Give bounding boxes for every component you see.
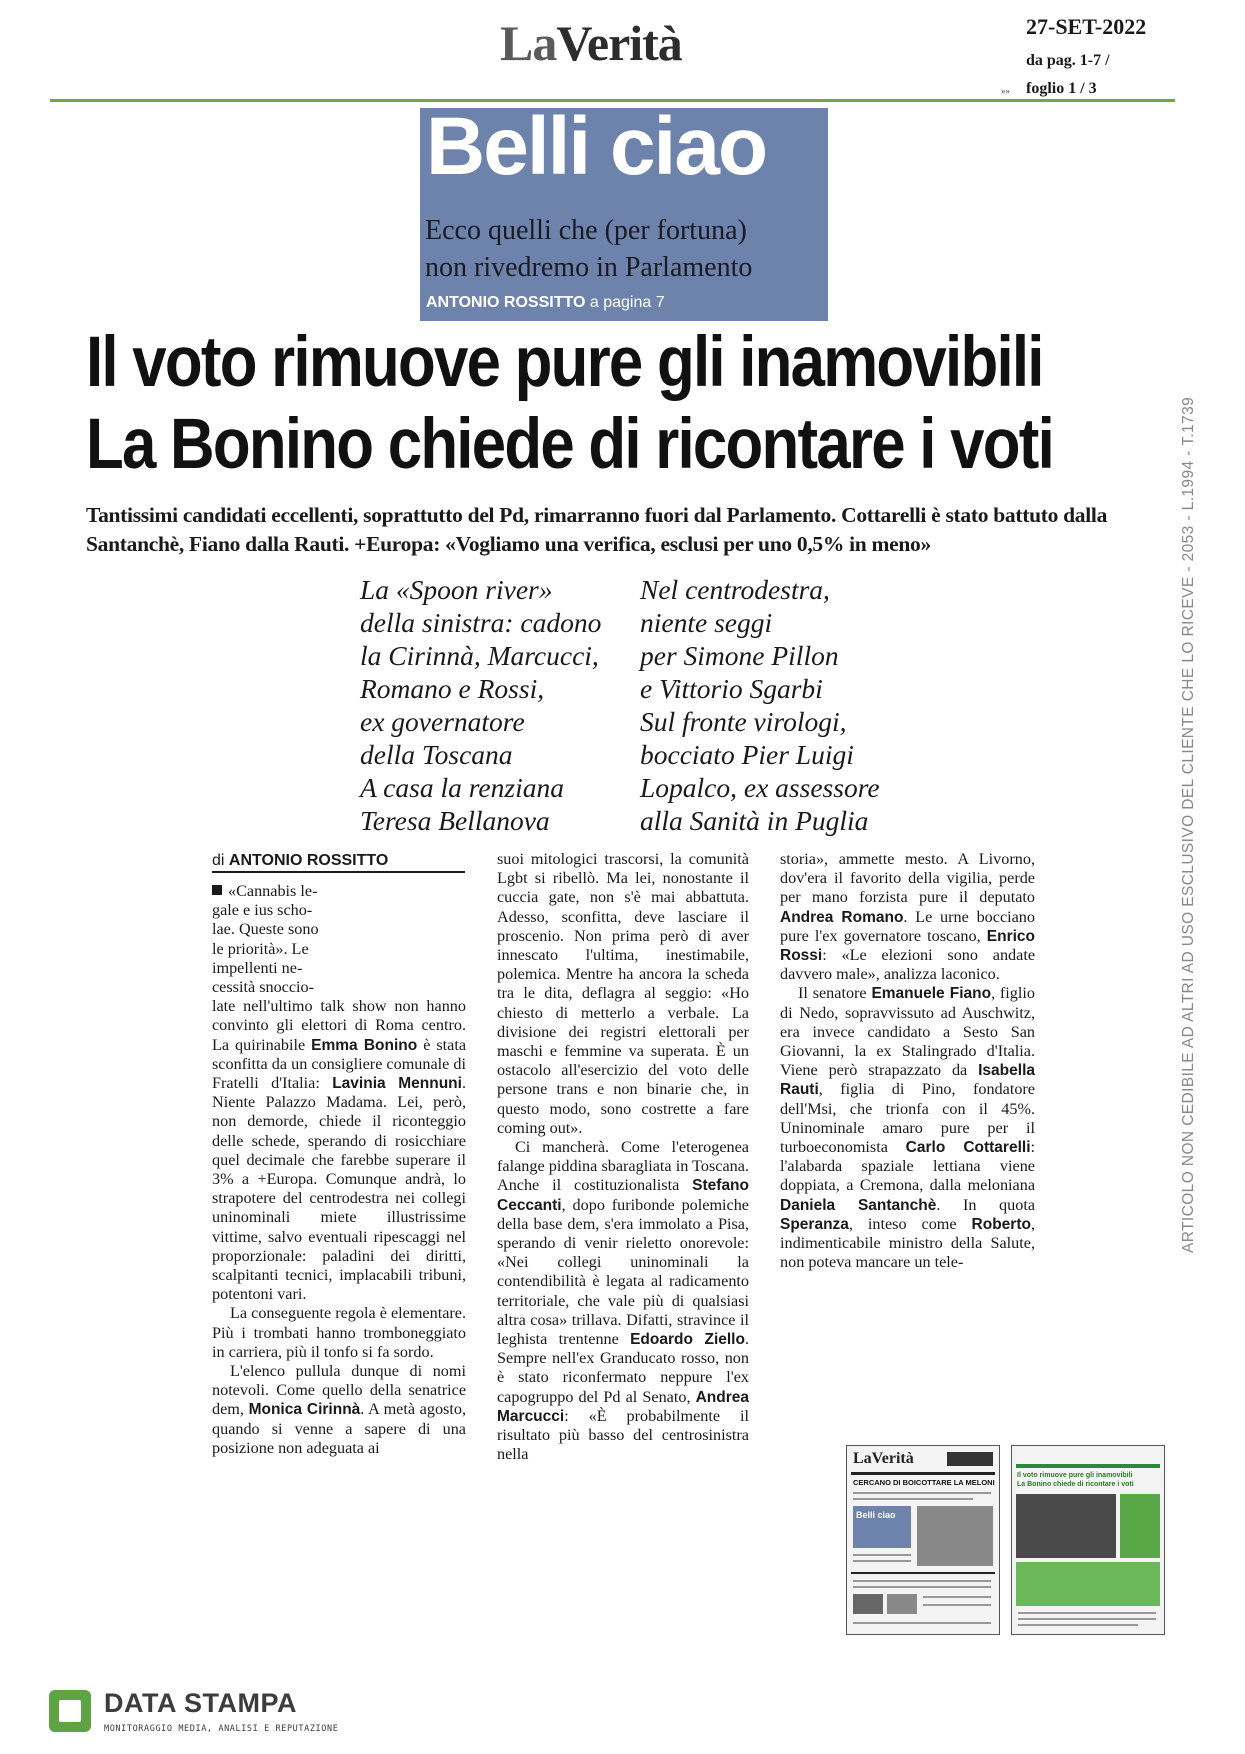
- paragraph: La conseguente regola è elementare. Più i trombati hanno tromboneggiato in carriera, più il tonfo si fa sordo.: [212, 1304, 466, 1361]
- publication-date: 27-SET-2022: [1026, 14, 1147, 39]
- promo-subtitle: Ecco quelli che (per fortuna) non rivedremo in Parlamento: [425, 215, 753, 283]
- subheadline: Tantissimi candidati eccellenti, soprattutto del Pd, rimarranno fuori dal Parlamento. Cottarelli è stato battuto dalla Santanchè, Fiano dalla Rauti. +Europa: «Vogliamo una verifica, esclusi per uno 0,5% in meno»: [86, 503, 1108, 556]
- clipping-info: [1001, 14, 1226, 98]
- page-reference: da pag. 1-7 /: [1026, 52, 1110, 69]
- summary-left: La «Spoon river» della sinistra: cadono la Cirinnà, Marcucci, Romano e Rossi, ex governatore della Toscana A casa la renziana Teresa Bellanova: [360, 574, 602, 836]
- lead-square-icon: [212, 885, 222, 895]
- paragraph: L'elenco pullula dunque di nomi notevoli. Come quello della senatrice dem, Monica Cirinnà. A metà agosto, quando si venne a sapere di una posizione non adeguata ai: [212, 1362, 466, 1457]
- sheet-counter: »» foglio 1 / 3: [1001, 80, 1097, 97]
- marker-glyph: »»: [1001, 86, 1010, 96]
- paragraph: late nell'ultimo talk show non hanno convinto gli elettori di Roma centro. La quirinabile Emma Bonino è stata sconfitta da un consigliere comunale di Fratelli d'Italia: Lavinia Mennuni. Niente Palazzo Madama. Lei, però, non demorde, chiede il riconteggio delle schede, sperando di rosicchiare quel decimale che farebbe superare il 3% a +Europa. Comunque andrà, lo strapotere del centrodestra nei collegi uninominali miete illustrissime vittime, salvo eventuali ripescaggi nel proporzionale: paladini dei diritti, scalpitanti tecnici, implacabili tribuni, potentoni vari.: [212, 997, 467, 1304]
- paragraph: storia», ammette mesto. A Livorno, dov'era il favorito della vigilia, perde per mano forzista pure il deputato Andrea Romano. Le urne bocciano pure l'ex governatore toscano, Enrico Rossi: «Le elezioni sono andate davvero male», analizza laconico.: [780, 850, 1035, 984]
- front-page-thumbnail: [846, 1445, 1000, 1635]
- thumbnail-rule: [851, 1472, 995, 1475]
- thumbnail-ad-block: [947, 1452, 993, 1466]
- promo-title: Belli ciao: [426, 108, 767, 192]
- byline: di ANTONIO ROSSITTO: [212, 852, 465, 873]
- footer-tagline: MONITORAGGIO MEDIA, ANALISI E REPUTAZIONE: [104, 1724, 339, 1734]
- lead-block: «Cannabis le- gale e ius scho- lae. Queste sono le priorità». Le impellenti ne- cessità snoccio-: [212, 882, 319, 997]
- article-column-1: [212, 882, 466, 1458]
- inside-page-thumbnail: [1011, 1445, 1165, 1635]
- thumbnail-masthead: LaVerità: [853, 1450, 914, 1467]
- paragraph: Ci mancherà. Come l'eterogenea falange piddina sbaragliata in Toscana. Anche il costituzionalista Stefano Ceccanti, dopo furibonde polemiche della base dem, s'era immolato a Pisa, sperando di venir rieletto onorevole: «Nei collegi uninominali la contendibilità è legata al radicamento territoriale, che vale più di qualsiasi altra cosa» trillava. Difatti, stravince il leghista trentenne Edoardo Ziello. Sempre nell'ex Granducato rosso, non è stato riconfermato neppure l'ex capogruppo del Pd al Senato, Andrea Marcucci: «È probabilmente il risultato più basso del centrosinistra nella: [497, 1138, 749, 1464]
- thumbnail-promo: Belli ciao: [853, 1506, 911, 1548]
- copyright-notice: ARTICOLO NON CEDIBILE AD ALTRI AD USO ESCLUSIVO DEL CLIENTE CHE LO RICEVE - 2053 - L.1994 - T.1739: [1180, 396, 1197, 1253]
- main-headline: Il voto rimuove pure gli inamovibili La Bonino chiede di ricontare i voti: [86, 323, 1054, 484]
- masthead-logo: LaVerità: [500, 15, 682, 71]
- footer-brand: DATA STAMPA: [104, 1688, 297, 1718]
- thumbnail-photo: [917, 1506, 993, 1566]
- thumbnail-photo-grid: [1016, 1494, 1116, 1558]
- paragraph: Il senatore Emanuele Fiano, figlio di Nedo, sopravvissuto ad Auschwitz, era invece candidato a Sesto San Giovanni, la ex Stalingrado d'Italia. Viene però strapazzato da Isabella Rauti, figlia di Pino, fondatore dell'Msi, che trionfa con il 45%. Uninominale amaro pure per il turboeconomista Carlo Cottarelli: l'alabarda spaziale lettiana viene doppiata, a Cremona, dalla meloniana Daniela Santanchè. In quota Speranza, inteso come Roberto, indimenticabile ministro della Salute, non poteva mancare un tele-: [780, 984, 1036, 1272]
- data-stampa-logo-icon: [49, 1690, 91, 1732]
- promo-author: ANTONIO ROSSITTO a pagina 7: [426, 294, 665, 311]
- thumbnail-headline: CERCANO DI BOICOTTARE LA MELONI: [853, 1478, 995, 1487]
- thumbnail-headline-1: Il voto rimuove pure gli inamovibili: [1017, 1472, 1133, 1479]
- header-rule: [50, 99, 1175, 102]
- article-column-2: [497, 850, 749, 1465]
- summary-right: Nel centrodestra, niente seggi per Simone Pillon e Vittorio Sgarbi Sul fronte virologi, bocciato Pier Luigi Lopalco, ex assessore alla Sanità in Puglia: [640, 574, 880, 836]
- promo-box: [420, 108, 828, 321]
- article-column-3: [780, 850, 1035, 1272]
- paragraph: suoi mitologici trascorsi, la comunità Lgbt si ribellò. Ma lei, nonostante il cuccia gate, non s'è mai abbattuta. Adesso, sconfitta, deve lasciare il proscenio. Non prima però di aver innescato l'ultima, inestimabile, polemica. Mentre ha ancora la scheda tra le dita, deflagra al seggio: «Ho chiesto di metterlo a verbale. La divisione dei registri elettorali per maschi e femmine va superata. È un ostacolo all'esercizio del voto delle persone trans e non binarie che, in questo modo, sono costrette a fare coming out».: [497, 850, 749, 1137]
- thumbnail-headline-2: La Bonino chiede di ricontare i voti: [1017, 1481, 1134, 1488]
